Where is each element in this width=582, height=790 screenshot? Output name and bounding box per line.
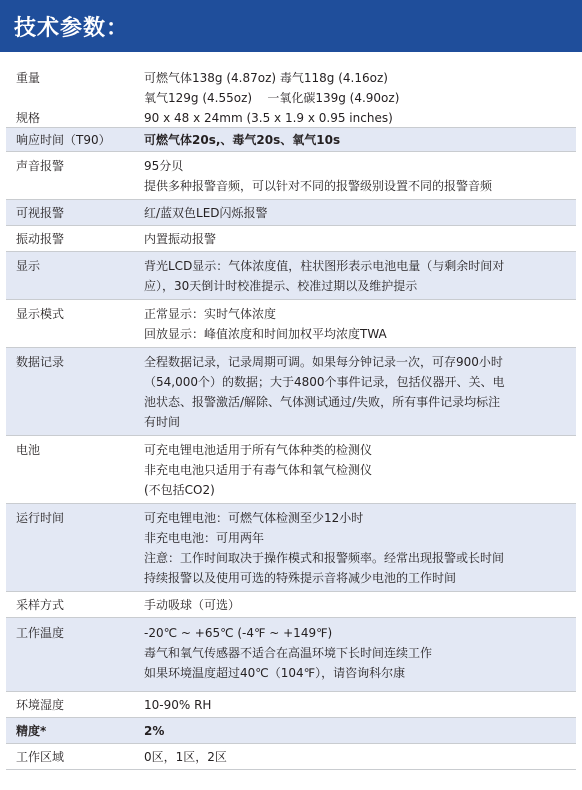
spec-row-visual-alarm [6,200,576,226]
spec-value [144,156,576,199]
spec-value-line: 非充电电池只适用于有毒气体和氧气检测仪 [144,463,373,477]
spec-value-line: 提供多种报警音频，可以针对不同的报警级别设置不同的报警音频 [144,179,493,193]
spec-row-accuracy [6,718,576,744]
spec-value [144,747,576,769]
spec-value [144,304,576,347]
spec-row-operating-temperature [6,618,576,692]
spec-value [144,203,576,225]
spec-value-line: 可燃气体20s,、毒气20s、氧气10s [144,133,341,147]
spec-value-line: -20℃ ~ +65℃ (-4℉ ~ +149℉) [144,626,333,640]
spec-label: 电池 [16,443,41,457]
spec-label: 数据记录 [16,355,65,369]
spec-value-line: 氧气129g (4.55oz) 一氧化碳139g (4.90oz) [144,91,400,105]
spec-value-line: 有时间 [144,415,181,429]
spec-value-line: (不包括CO2) [144,483,215,497]
spec-label: 振动报警 [16,232,65,246]
spec-row-vibration-alarm [6,226,576,252]
spec-row-weight-size [6,58,576,128]
spec-value [144,68,576,127]
spec-label: 工作温度 [16,626,65,640]
spec-label: 工作区域 [16,750,65,764]
spec-value [144,256,576,299]
spec-value-line: 10-90% RH [144,698,212,712]
spec-value [144,130,576,151]
spec-row-humidity [6,692,576,718]
spec-value [144,508,576,591]
spec-label: 运行时间 [16,511,65,525]
spec-value-line: 如果环境温度超过40℃（104℉），请咨询科尔康 [144,666,406,680]
spec-value-line: 非充电电池：可用两年 [144,531,265,545]
spec-label: 可视报警 [16,206,65,220]
spec-title-bar [0,0,582,52]
spec-value-line: 红/蓝双色LED闪烁报警 [144,206,268,220]
spec-value-line: 正常显示：实时气体浓度 [144,307,277,321]
spec-value [144,721,576,743]
spec-value-line: 90 x 48 x 24mm (3.5 x 1.9 x 0.95 inches) [144,111,393,125]
spec-value [144,623,576,691]
spec-table [6,58,576,770]
spec-row-data-logging [6,348,576,436]
spec-label: 环境湿度 [16,698,65,712]
spec-label-size: 规格 [16,111,41,125]
spec-value-line: 手动吸球（可选） [144,598,241,612]
spec-label: 精度* [16,724,47,738]
spec-row-battery [6,436,576,504]
spec-value-line: 0区，1区，2区 [144,750,227,764]
spec-row-display [6,252,576,300]
spec-value-line: 池状态、报警激活/解除、气体测试通过/失败，所有事件记录均标注 [144,395,501,409]
spec-value-line: 回放显示：峰值浓度和时间加权平均浓度TWA [144,327,387,341]
spec-label: 响应时间（T90） [16,133,111,147]
spec-label: 声音报警 [16,159,65,173]
spec-value-line: 可充电锂电池：可燃气体检测至少12小时 [144,511,364,525]
spec-row-run-time [6,504,576,592]
spec-value-line: 持续报警以及使用可选的特殊提示音将减少电池的工作时间 [144,571,457,585]
spec-value-line: 可充电锂电池适用于所有气体种类的检测仪 [144,443,373,457]
spec-row-response-time [6,128,576,152]
spec-value [144,440,576,503]
spec-value-line: 95分贝 [144,159,184,173]
spec-title: 技术参数： [14,15,130,41]
spec-value-line: （54,000个）的数据；大于4800个事件记录，包括仪器开、关、电 [144,375,505,389]
spec-value-line: 背光LCD显示：气体浓度值，柱状图形表示电池电量（与剩余时间对 [144,259,505,273]
spec-value-line: 毒气和氧气传感器不适合在高温环境下长时间连续工作 [144,646,433,660]
spec-value-line: 注意：工作时间取决于操作模式和报警频率。经常出现报警或长时间 [144,551,505,565]
spec-value-line: 内置振动报警 [144,232,217,246]
spec-label: 采样方式 [16,598,65,612]
spec-value [144,229,576,251]
spec-label-weight: 重量 [16,71,41,85]
spec-value-line: 2% [144,724,165,738]
spec-value-line: 全程数据记录，记录周期可调。如果每分钟记录一次，可存900小时 [144,355,503,369]
spec-value-line: 可燃气体138g (4.87oz) 毒气118g (4.16oz) [144,71,388,85]
spec-row-sound-alarm [6,152,576,200]
spec-value [144,595,576,617]
spec-value-line: 应），30天倒计时校准提示、校准过期以及维护提示 [144,279,418,293]
spec-label [6,68,144,127]
spec-label: 显示模式 [16,307,65,321]
spec-row-display-mode [6,300,576,348]
spec-row-work-zone [6,744,576,770]
spec-label: 显示 [16,259,41,273]
spec-row-sampling [6,592,576,618]
spec-value [144,352,576,435]
spec-value [144,695,576,717]
